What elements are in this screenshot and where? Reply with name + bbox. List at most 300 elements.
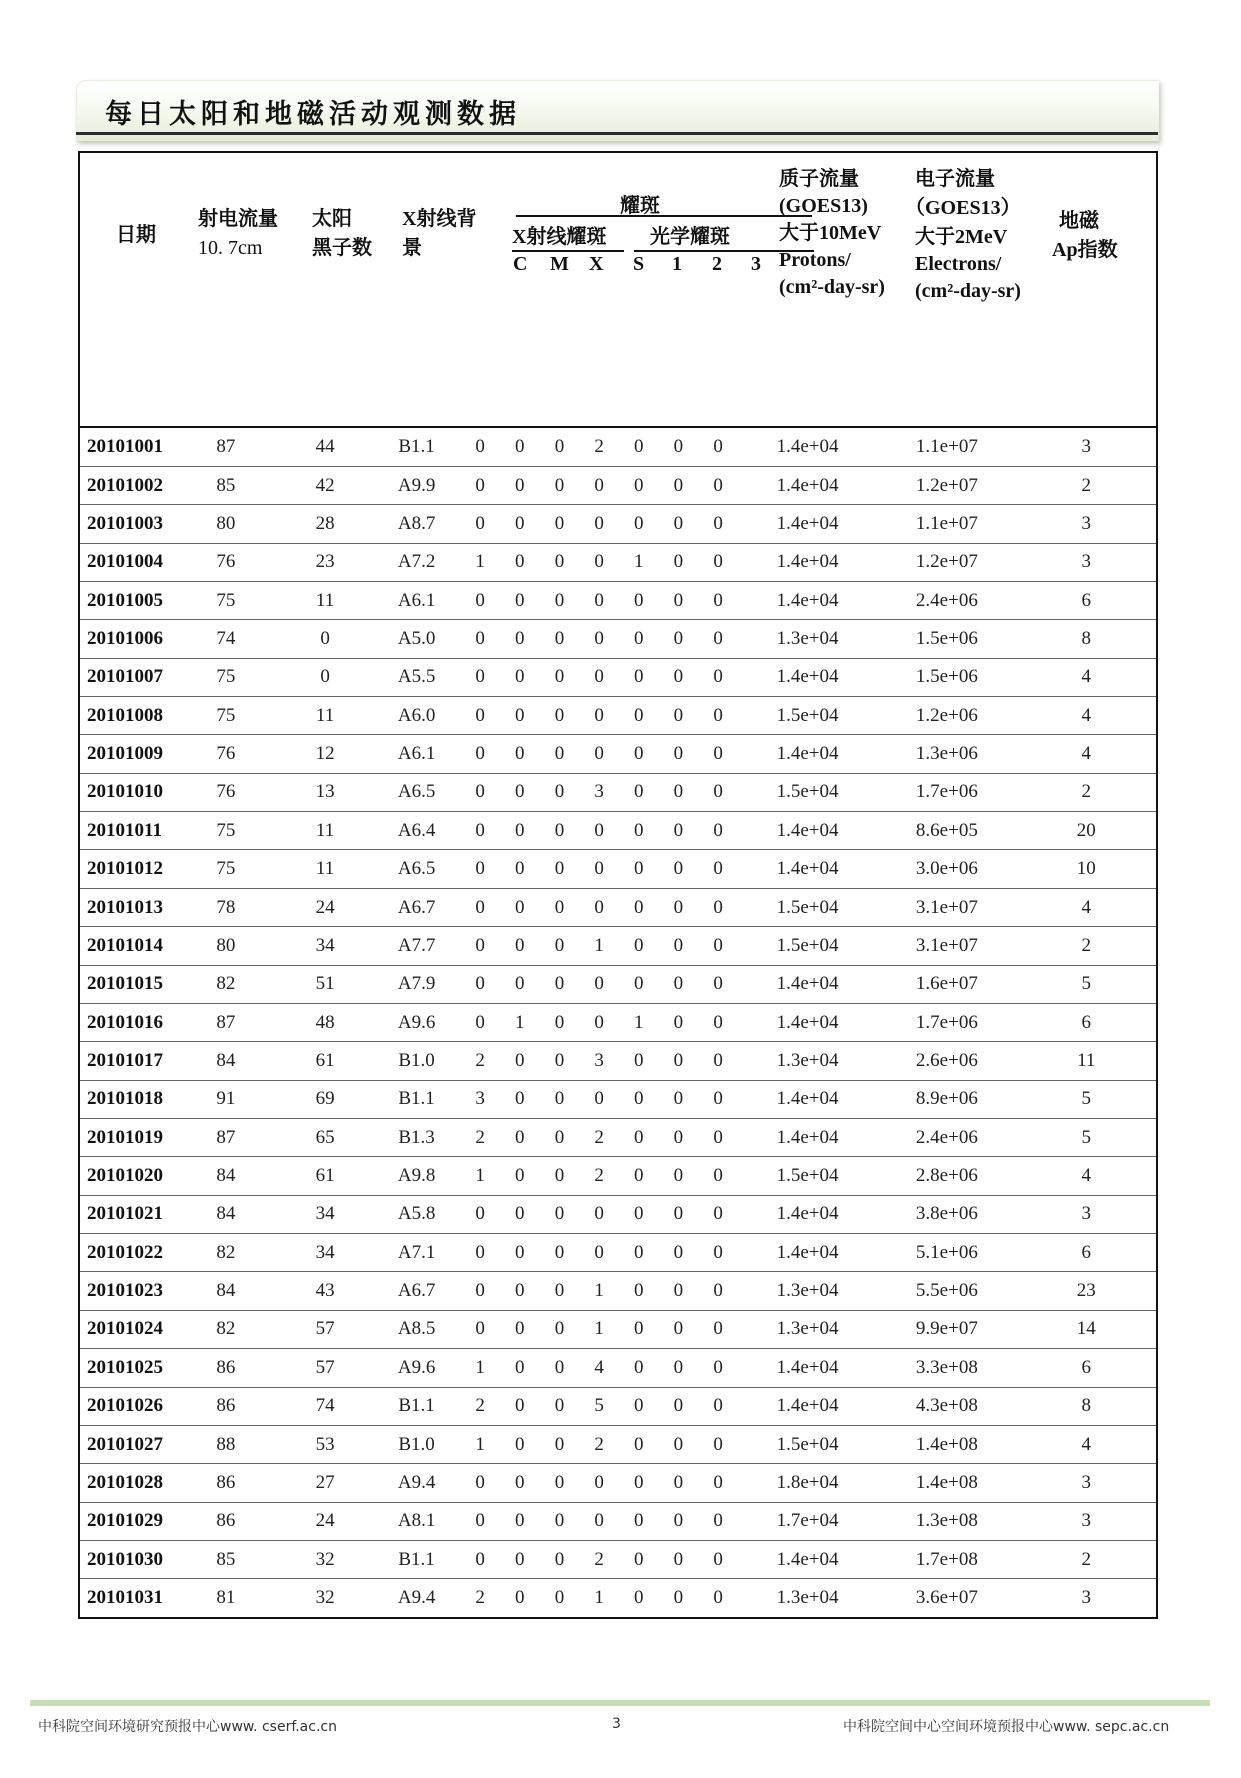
- table-row: [79, 965, 1157, 1003]
- flare-2-cell: 0: [659, 850, 699, 888]
- flare-s-cell: 1: [579, 1272, 619, 1310]
- table-row: [79, 1502, 1157, 1540]
- flare-3-cell: 0: [698, 1195, 738, 1233]
- flare-3-cell: 0: [698, 1502, 738, 1540]
- electron-flux-cell: 1.4e+08: [877, 1425, 1016, 1463]
- flare-c-cell: 2: [460, 1118, 500, 1156]
- proton-flux-cell: 1.5e+04: [738, 773, 877, 811]
- flare-x-cell: 0: [540, 658, 580, 696]
- flare-x-cell: 0: [540, 1540, 580, 1578]
- proton-flux-cell: 1.4e+04: [738, 850, 877, 888]
- header-cell: [79, 152, 1157, 427]
- ap-index-cell: 23: [1017, 1272, 1157, 1310]
- flare-1-cell: 0: [619, 1195, 659, 1233]
- flare-header-rule: [516, 215, 812, 217]
- radio-flux-cell: 86: [175, 1502, 278, 1540]
- ap-index-cell: 3: [1017, 1464, 1157, 1502]
- table-row: [79, 427, 1157, 466]
- date-header: 日期: [116, 224, 156, 246]
- ap-index-cell: 8: [1017, 620, 1157, 658]
- radio-flux-cell: 82: [175, 1234, 278, 1272]
- date-cell: 20101003: [79, 505, 175, 543]
- flare-2-cell: 0: [659, 1080, 699, 1118]
- flare-x-cell: 0: [540, 927, 580, 965]
- xray-background-cell: A7.2: [373, 543, 460, 581]
- ap-index-cell: 6: [1017, 1349, 1157, 1387]
- ap-index-header: 地磁: [1059, 210, 1099, 232]
- flare-m-cell: 0: [500, 1425, 540, 1463]
- flare-x-cell: 0: [540, 812, 580, 850]
- flare-1-cell: 0: [619, 850, 659, 888]
- flare-2-cell: 0: [659, 1502, 699, 1540]
- xray-background-cell: A8.1: [373, 1502, 460, 1540]
- flare-1-cell: 0: [619, 1310, 659, 1348]
- electron-flux-cell: 2.4e+06: [877, 1118, 1016, 1156]
- flare-3-cell: 0: [698, 1080, 738, 1118]
- electron-flux-cell: 3.1e+07: [877, 927, 1016, 965]
- flare-m-cell: 1: [500, 1003, 540, 1041]
- flare-2-cell: 0: [659, 1272, 699, 1310]
- flare-c-cell: 0: [460, 850, 500, 888]
- proton-flux-cell: 1.4e+04: [738, 1387, 877, 1425]
- flare-x-cell: 0: [540, 1464, 580, 1502]
- flare-s-cell: 0: [579, 620, 619, 658]
- xray-background-cell: A9.4: [397, 1587, 436, 1609]
- flare-s-cell: 0: [579, 888, 619, 926]
- flare-2-cell: 0: [659, 888, 699, 926]
- flare-2-cell: 0: [659, 1425, 699, 1463]
- proton-flux-cell: 1.3e+04: [738, 1272, 877, 1310]
- flare-x-cell: 0: [540, 543, 580, 581]
- footer-right-text: 中科院空间中心空间环境预报中心www. sepc.ac.cn: [843, 1719, 1170, 1735]
- flare-m-cell: 0: [500, 1502, 540, 1540]
- flare-1-cell: 0: [619, 1387, 659, 1425]
- flare-2-cell: 0: [659, 581, 699, 619]
- flare-2-cell: 0: [659, 427, 699, 466]
- radio-flux-cell: 86: [175, 1349, 278, 1387]
- flare-m-cell: 0: [500, 965, 540, 1003]
- flare-1-cell: 0: [619, 466, 659, 504]
- proton-flux-cell: 1.4e+04: [738, 427, 877, 466]
- xray-background-cell: A9.6: [373, 1349, 460, 1387]
- flare-3-cell: 0: [698, 927, 738, 965]
- ap-index-header-2: Ap指数: [1052, 239, 1118, 261]
- table-row: [79, 697, 1157, 735]
- proton-unit-header-2: (cm²-day-sr): [779, 276, 885, 298]
- flare-1-cell: 0: [619, 1080, 659, 1118]
- flare-m-cell: 0: [500, 850, 540, 888]
- table-row: [79, 658, 1157, 696]
- flare-3-cell: 0: [698, 1540, 738, 1578]
- flare-x-cell: 0: [540, 965, 580, 1003]
- flare-c-cell: 1: [460, 543, 500, 581]
- flare-s-cell: 0: [579, 965, 619, 1003]
- ap-index-cell: 4: [1017, 1425, 1157, 1463]
- ap-index-cell: 4: [1017, 658, 1157, 696]
- flare-m-cell: 0: [500, 812, 540, 850]
- flare-c-cell: 0: [460, 1502, 500, 1540]
- flare-c-cell: 0: [460, 1464, 500, 1502]
- ap-index-cell: 2: [1017, 773, 1157, 811]
- table-row: [79, 735, 1157, 773]
- date-cell: 20101020: [79, 1157, 175, 1195]
- class-2-header: 2: [712, 253, 722, 275]
- radio-flux-cell: 78: [175, 888, 278, 926]
- date-cell: 20101030: [79, 1540, 175, 1578]
- flare-3-cell: 0: [698, 1272, 738, 1310]
- date-cell: 20101006: [79, 620, 175, 658]
- table-row: [79, 1387, 1157, 1425]
- flux-unit-header: 10. 7cm: [198, 237, 263, 259]
- class-x-header: X: [589, 253, 604, 275]
- ap-index-cell: 8: [1017, 1387, 1157, 1425]
- flare-3-cell: 0: [698, 427, 738, 466]
- date-cell: 20101014: [79, 927, 175, 965]
- flare-c-cell: 0: [460, 658, 500, 696]
- proton-flux-cell: 1.4e+04: [738, 543, 877, 581]
- table-row: [79, 1464, 1157, 1502]
- proton-flux-cell: 1.4e+04: [738, 1349, 877, 1387]
- date-cell: 20101028: [79, 1464, 175, 1502]
- electron-flux-cell: 1.7e+06: [877, 773, 1016, 811]
- flare-c-cell: 0: [460, 466, 500, 504]
- flare-1-cell: 0: [619, 1272, 659, 1310]
- table-row: [79, 581, 1157, 619]
- table-row: [79, 1234, 1157, 1272]
- flare-s-cell: 1: [579, 927, 619, 965]
- electron-flux-cell: 3.8e+06: [877, 1195, 1016, 1233]
- electron-flux-cell: 1.7e+06: [877, 1003, 1016, 1041]
- flare-m-cell: 0: [500, 427, 540, 466]
- flare-s-cell: 0: [579, 543, 619, 581]
- sunspot-number-cell: 53: [277, 1425, 373, 1463]
- flare-x-cell: 0: [540, 1157, 580, 1195]
- date-cell: 20101021: [79, 1195, 175, 1233]
- xray-background-cell: A6.4: [373, 812, 460, 850]
- table-row: [79, 1157, 1157, 1195]
- date-cell: 20101016: [79, 1003, 175, 1041]
- date-cell: 20101007: [79, 658, 175, 696]
- sunspot-number-cell: 32: [277, 1540, 373, 1578]
- flare-1-cell: 0: [619, 1540, 659, 1578]
- xray-background-cell: A7.9: [373, 965, 460, 1003]
- ap-index-cell: 20: [1017, 812, 1157, 850]
- flare-c-cell: 1: [460, 1425, 500, 1463]
- flare-c-cell: 2: [460, 1042, 500, 1080]
- flare-m-cell: 0: [500, 1272, 540, 1310]
- flare-c-cell: 0: [460, 927, 500, 965]
- sunspot-number-cell: 24: [277, 1502, 373, 1540]
- flare-3-cell: 0: [698, 1464, 738, 1502]
- class-s-header: S: [633, 253, 645, 275]
- flare-2-cell: 0: [659, 812, 699, 850]
- electron-flux-cell: 2.4e+06: [877, 581, 1016, 619]
- proton-flux-cell: 1.3e+04: [738, 1042, 877, 1080]
- flare-x-cell: 0: [540, 735, 580, 773]
- flare-c-cell: 3: [460, 1080, 500, 1118]
- flare-m-cell: 0: [500, 927, 540, 965]
- flare-2-cell: 0: [659, 1387, 699, 1425]
- flare-x-cell: 0: [540, 581, 580, 619]
- flare-s-cell: 2: [579, 1540, 619, 1578]
- flare-2-cell: 0: [659, 1234, 699, 1272]
- date-cell: 20101027: [79, 1425, 175, 1463]
- sunspot-number-cell: 69: [277, 1080, 373, 1118]
- electron-flux-cell: 1.4e+08: [877, 1464, 1016, 1502]
- optical-flare-header: 光学耀斑: [650, 226, 730, 248]
- date-cell: 20101002: [79, 466, 175, 504]
- radio-flux-cell: 82: [175, 1310, 278, 1348]
- radio-flux-cell: 85: [175, 1540, 278, 1578]
- flare-c-cell: 0: [460, 812, 500, 850]
- ap-index-cell: 4: [1017, 697, 1157, 735]
- proton-flux-cell: 1.4e+04: [738, 581, 877, 619]
- flare-s-cell: 0: [579, 1464, 619, 1502]
- sunspot-number-cell: 11: [277, 812, 373, 850]
- xray-background-cell: A9.4: [373, 1464, 460, 1502]
- flare-s-cell: 0: [579, 1234, 619, 1272]
- flare-c-cell: 0: [460, 505, 500, 543]
- date-cell: 20101004: [79, 543, 175, 581]
- xray-background-cell: B1.1: [373, 427, 460, 466]
- proton-flux-cell: 1.4e+04: [738, 505, 877, 543]
- date-cell: 20101025: [79, 1349, 175, 1387]
- sunspot-number-cell: 65: [277, 1118, 373, 1156]
- date-cell: 20101009: [79, 735, 175, 773]
- flare-x-cell: 0: [554, 1587, 565, 1609]
- date-cell: 20101026: [79, 1387, 175, 1425]
- flare-x-cell: 0: [540, 850, 580, 888]
- table-body: [79, 427, 1157, 1618]
- table-row: [79, 1425, 1157, 1463]
- flare-3-cell: 0: [698, 466, 738, 504]
- radio-flux-cell: 86: [175, 1387, 278, 1425]
- header-row: [79, 152, 1157, 427]
- ap-index-cell: 2: [1017, 1540, 1157, 1578]
- flare-1-cell: 0: [619, 1464, 659, 1502]
- flare-m-cell: 0: [500, 735, 540, 773]
- flare-2-cell: 0: [659, 658, 699, 696]
- flare-s-cell: 0: [579, 1003, 619, 1041]
- proton-flux-cell: 1.4e+04: [738, 1540, 877, 1578]
- flare-m-cell: 0: [500, 1080, 540, 1118]
- flare-s-cell: 0: [579, 735, 619, 773]
- sunspot-number-cell: 34: [277, 1234, 373, 1272]
- flare-x-cell: 0: [540, 1310, 580, 1348]
- flare-1-cell: 1: [619, 1003, 659, 1041]
- flare-3-cell: 0: [698, 965, 738, 1003]
- proton-flux-cell: 1.4e+04: [738, 1118, 877, 1156]
- flare-3-cell: 0: [698, 812, 738, 850]
- flare-3-cell: 0: [698, 505, 738, 543]
- table-row: [79, 812, 1157, 850]
- flare-1-cell: 0: [619, 1234, 659, 1272]
- flare-3-cell: 0: [698, 1310, 738, 1348]
- proton-flux-cell: 1.4e+04: [738, 965, 877, 1003]
- electron-flux-cell: 1.3e+08: [877, 1502, 1016, 1540]
- flare-2-cell: 0: [659, 1195, 699, 1233]
- flare-2-cell: 0: [659, 1349, 699, 1387]
- radio-flux-cell: 75: [175, 658, 278, 696]
- footer-bar: [30, 1700, 1210, 1706]
- flare-3-cell: 0: [698, 1157, 738, 1195]
- proton-flux-cell: 1.4e+04: [738, 1080, 877, 1118]
- table-row: [79, 466, 1157, 504]
- flare-c-cell: 0: [460, 1310, 500, 1348]
- date-cell: 20101023: [79, 1272, 175, 1310]
- flare-m-cell: 0: [500, 466, 540, 504]
- radio-flux-cell: 75: [175, 812, 278, 850]
- flare-s-cell: 0: [579, 850, 619, 888]
- flare-2-cell: 0: [659, 505, 699, 543]
- xray-background-cell: A7.7: [373, 927, 460, 965]
- xray-background-cell: A6.1: [373, 581, 460, 619]
- radio-flux-cell: 82: [175, 965, 278, 1003]
- table-row: [79, 1272, 1157, 1310]
- xray-background-header-2: 景: [402, 237, 422, 259]
- ap-index-cell: 3: [1017, 1195, 1157, 1233]
- electron-source-header: （GOES13）: [905, 197, 1021, 219]
- flare-3-cell: 0: [698, 1118, 738, 1156]
- proton-flux-cell: 1.5e+04: [738, 697, 877, 735]
- ap-index-cell: 5: [1017, 1080, 1157, 1118]
- electron-flux-cell: 8.6e+05: [877, 812, 1016, 850]
- flare-2-cell: 0: [659, 1310, 699, 1348]
- ap-index-cell: 10: [1017, 850, 1157, 888]
- table-row: [79, 927, 1157, 965]
- flare-1-cell: 0: [619, 1042, 659, 1080]
- xray-background-cell: A5.0: [373, 620, 460, 658]
- flare-1-cell: 0: [619, 581, 659, 619]
- flare-3-cell: 0: [698, 1425, 738, 1463]
- proton-flux-cell: 1.4e+04: [738, 466, 877, 504]
- flare-m-cell: 0: [500, 581, 540, 619]
- radio-flux-cell: 76: [175, 543, 278, 581]
- flare-m-cell: 0: [500, 773, 540, 811]
- flare-3-cell: 0: [698, 581, 738, 619]
- flare-x-cell: 0: [540, 1349, 580, 1387]
- flare-s-cell: 2: [579, 1157, 619, 1195]
- flare-x-cell: 0: [540, 427, 580, 466]
- table-row: [79, 543, 1157, 581]
- table-row: [79, 1540, 1157, 1578]
- sunspot-number-cell: 51: [277, 965, 373, 1003]
- flare-2-cell: 0: [659, 927, 699, 965]
- table-row: [79, 1195, 1157, 1233]
- electron-flux-cell: 3.0e+06: [877, 850, 1016, 888]
- proton-flux-cell: 1.3e+04: [776, 1587, 839, 1609]
- electron-flux-cell: 2.6e+06: [877, 1042, 1016, 1080]
- flare-3-cell: 0: [698, 888, 738, 926]
- flare-s-cell: 2: [579, 427, 619, 466]
- xray-background-cell: B1.0: [373, 1042, 460, 1080]
- flare-3-cell: 0: [713, 1587, 723, 1609]
- xray-background-cell: A9.8: [373, 1157, 460, 1195]
- flare-c-cell: 0: [460, 1540, 500, 1578]
- xray-background-cell: B1.1: [373, 1387, 460, 1425]
- proton-unit-header: Protons/: [779, 249, 851, 271]
- proton-flux-cell: 1.4e+04: [738, 1195, 877, 1233]
- flare-2-cell: 0: [673, 1587, 684, 1609]
- radio-flux-cell: 87: [175, 1118, 278, 1156]
- flare-1-cell: 0: [634, 1587, 644, 1609]
- electron-unit-header-2: (cm²-day-sr): [915, 280, 1021, 302]
- flare-s-cell: 0: [579, 1080, 619, 1118]
- flare-m-cell: 0: [500, 1157, 540, 1195]
- sunspot-header: 太阳: [312, 208, 352, 230]
- flare-s-cell: 0: [579, 1502, 619, 1540]
- page-title: 每日太阳和地磁活动观测数据: [105, 99, 521, 130]
- electron-flux-cell: 5.1e+06: [877, 1234, 1016, 1272]
- flare-header: 耀斑: [620, 195, 660, 217]
- ap-index-cell: 4: [1017, 1157, 1157, 1195]
- ap-index-cell: 4: [1017, 735, 1157, 773]
- proton-flux-cell: 1.3e+04: [738, 620, 877, 658]
- flare-s-cell: 3: [579, 1042, 619, 1080]
- proton-threshold-header: 大于10MeV: [779, 222, 882, 244]
- electron-flux-header: 电子流量: [915, 168, 995, 190]
- flare-m-cell: 0: [500, 1464, 540, 1502]
- flare-c-cell: 0: [460, 888, 500, 926]
- xray-background-cell: A8.5: [373, 1310, 460, 1348]
- proton-source-header: (GOES13): [779, 195, 868, 217]
- radio-flux-cell: 81: [216, 1587, 236, 1609]
- table-row: [79, 1080, 1157, 1118]
- table-row: [79, 1579, 1157, 1618]
- electron-flux-cell: 9.9e+07: [877, 1310, 1016, 1348]
- class-1-header: 1: [672, 253, 682, 275]
- electron-flux-cell: 2.8e+06: [877, 1157, 1016, 1195]
- radio-flux-cell: 76: [175, 773, 278, 811]
- flare-s-cell: 0: [579, 812, 619, 850]
- xray-background-header: X射线背: [402, 208, 477, 230]
- xray-background-cell: A5.5: [373, 658, 460, 696]
- flare-c-cell: 0: [460, 735, 500, 773]
- flare-x-cell: 0: [540, 697, 580, 735]
- proton-flux-cell: 1.4e+04: [738, 735, 877, 773]
- flare-1-cell: 0: [619, 1349, 659, 1387]
- proton-flux-cell: 1.5e+04: [738, 1157, 877, 1195]
- radio-flux-cell: 87: [175, 427, 278, 466]
- flare-s-cell: 0: [579, 1195, 619, 1233]
- sunspot-number-cell: 42: [277, 466, 373, 504]
- flare-2-cell: 0: [659, 466, 699, 504]
- date-cell: 20101012: [79, 850, 175, 888]
- radio-flux-cell: 86: [175, 1464, 278, 1502]
- electron-flux-cell: 1.6e+07: [877, 965, 1016, 1003]
- flare-c-cell: 2: [475, 1587, 485, 1609]
- date-cell: 20101029: [79, 1502, 175, 1540]
- flare-m-cell: 0: [500, 1195, 540, 1233]
- flare-2-cell: 0: [659, 1464, 699, 1502]
- sunspot-number-cell: 11: [277, 581, 373, 619]
- sunspot-number-cell: 0: [277, 620, 373, 658]
- ap-index-cell: 5: [1017, 1118, 1157, 1156]
- flare-1-cell: 0: [619, 505, 659, 543]
- flare-s-cell: 3: [579, 773, 619, 811]
- flare-c-cell: 0: [460, 1272, 500, 1310]
- flare-1-cell: 0: [619, 1502, 659, 1540]
- flare-1-cell: 0: [619, 620, 659, 658]
- flare-m-cell: 0: [500, 1118, 540, 1156]
- sunspot-number-cell: 57: [277, 1310, 373, 1348]
- date-cell: 20101001: [79, 427, 175, 466]
- flare-1-cell: 0: [619, 927, 659, 965]
- electron-flux-cell: 1.3e+06: [877, 735, 1016, 773]
- class-c-header: C: [513, 253, 528, 275]
- radio-flux-cell: 84: [175, 1157, 278, 1195]
- flare-1-cell: 0: [619, 1118, 659, 1156]
